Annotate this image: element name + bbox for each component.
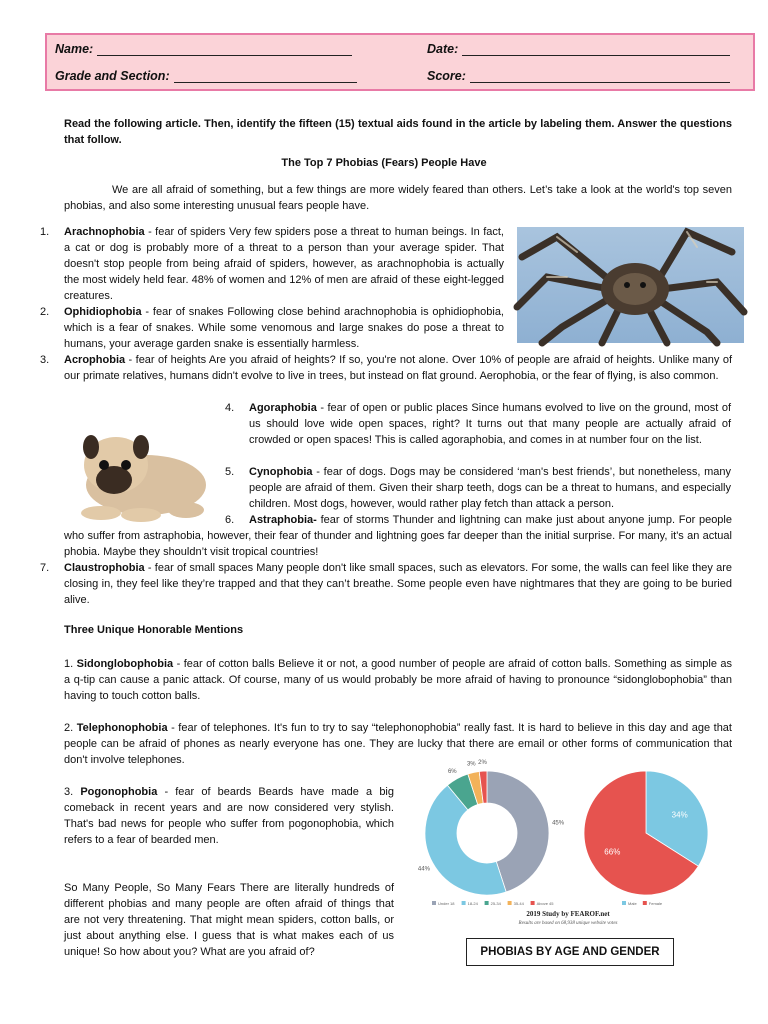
mention-1-term: Sidonglobophobia <box>76 658 174 670</box>
age-label-3: 3% <box>466 761 476 768</box>
phobia-4-number: 4. <box>225 402 235 414</box>
mention-1-text: - fear of cotton balls Believe it or not, a good number of people are afraid of cotton balls. Something as simple as a q-tip can cause a panic attack. Of course, many of us would probably be more afraid of having to pronounce “sidonglobophobia” than having to touch cotton balls. <box>64 658 733 702</box>
gender-legend-entry-0: Male <box>628 901 637 906</box>
phobia-2-text: - fear of snakes Following close behind arachnophobia is ophidiophobia, which is a fear of snakes. While some venomous and large snakes do pose a threat to humans, your average garden snake is essentially harmless. <box>64 306 504 350</box>
age-label-1: 44% <box>417 866 430 873</box>
age-label-4: 2% <box>478 760 487 767</box>
age-donut-chart <box>418 760 565 895</box>
mention-2-number: 2. <box>64 722 74 734</box>
age-legend-entry-3: 35-44 <box>513 901 524 906</box>
phobia-5-term: Cynophobia <box>249 466 313 478</box>
pug-image <box>46 405 216 529</box>
date-field[interactable]: Date: <box>427 42 730 56</box>
phobia-1-term: Arachnophobia <box>64 226 145 238</box>
name-field[interactable]: Name: <box>55 42 352 56</box>
age-legend-entry-0: Under 18 <box>438 901 455 906</box>
gender-pie-chart <box>584 771 708 895</box>
age-legend-swatch-0 <box>432 901 436 905</box>
phobia-7-term: Claustrophobia <box>64 562 145 574</box>
age-label-2: 6% <box>447 768 457 775</box>
phobia-3-term: Acrophobia <box>64 354 126 366</box>
mention-3-item <box>64 784 394 848</box>
article-title: The Top 7 Phobias (Fears) People Have <box>281 157 487 169</box>
mention-3-term: Pogonophobia <box>80 786 158 798</box>
closing-paragraph: So Many People, So Many Fears There are literally hundreds of different phobias and many people are often afraid of things that are not very threatening. That might mean spiders, cotton balls, or just about anything else. I guess that is what makes each of us unique! So how about you? What are you afraid of? <box>64 882 394 958</box>
gender-label-1: 66% <box>604 847 621 857</box>
phobia-2-item <box>64 304 504 352</box>
age-legend-swatch-4 <box>531 901 535 905</box>
age-legend-swatch-2 <box>485 901 489 905</box>
score-field[interactable]: Score: <box>427 69 730 83</box>
phobia-2-term: Ophidiophobia <box>64 306 142 318</box>
phobia-4-item <box>249 400 731 448</box>
phobia-6-item <box>64 512 732 560</box>
chart-source-sub: Results are based on 68,938 unique website votes <box>518 921 618 926</box>
phobia-3-item <box>64 352 732 384</box>
phobia-3-text: - fear of heights Are you afraid of heights? If so, you're not alone. Over 10% of people are afraid of heights. Unlike many of our primate relatives, humans didn't evolve to live in trees, but instead on flat ground. Aerophobia, or the fear of flying, is also common. <box>64 354 732 382</box>
grade-section-field[interactable]: Grade and Section: <box>55 69 357 83</box>
phobia-1-item <box>64 224 504 304</box>
gender-legend-entry-1: Female <box>648 901 663 906</box>
instructions: Read the following article. Then, identify the fifteen (15) textual aids found in the article by labeling them. Answer the questions that follow. <box>64 118 732 146</box>
age-legend-swatch-1 <box>462 901 466 905</box>
mention-3-text: - fear of beards Beards have made a big comeback in recent years and are now considered very stylish. That's bad news for people who suffer from pogonophobia, which refers to a fear of bearded men. <box>64 786 394 846</box>
charts-svg <box>412 760 724 930</box>
age-legend-entry-2: 25-34 <box>490 901 501 906</box>
chart-source: 2019 Study by FEAROF.net <box>526 910 610 918</box>
mention-3-number: 3. <box>64 786 74 798</box>
intro-paragraph: We are all afraid of something, but a few things are more widely feared than others. Let’s take a look at the world's top seven phobias, and also some interesting unusual fears people have. <box>64 184 732 212</box>
phobia-4-text: - fear of open or public places Since humans evolved to live on the ground, most of us should love wide open spaces, right? It turns out that many people are actually afraid of crowded or open spaces! This is called agoraphobia, and comes in at number four on the list. <box>249 402 731 446</box>
name-line[interactable] <box>97 43 352 56</box>
phobia-1-text: - fear of spiders Very few spiders pose a threat to human beings. In fact, a cat or dog is probably more of a threat to a person than your average spider. That doesn't stop people from being afraid of spiders, however, as arachnophobia is actually the most widely held fear. 48% of women and 12% of men are afraid of these eight-legged creatures. <box>64 226 504 302</box>
phobia-7-text: - fear of small spaces Many people don't like small spaces, such as elevators. For some, the walls can feel like they are closing in, they feel like they’re trapped and that they can’t breathe. Some people even have nightmares that they are going to be buried alive. <box>64 562 732 606</box>
date-line[interactable] <box>462 43 730 56</box>
age-legend-entry-1: 18-24 <box>467 901 478 906</box>
gender-legend-swatch-1 <box>643 901 647 905</box>
grade-section-line[interactable] <box>174 70 357 83</box>
phobia-5-text: - fear of dogs. Dogs may be considered ‘man's best friends’, but nonetheless, many people are afraid of them. Given their sharp teeth, dogs can be a threat to humans, and especially children. Most dogs, however, would rather play fetch than attack a person. <box>249 466 731 510</box>
phobia-7-number: 7. <box>40 562 50 574</box>
phobia-6-number: 6. <box>225 514 235 526</box>
mentions-heading: Three Unique Honorable Mentions <box>64 624 244 636</box>
mention-2-item <box>64 720 732 768</box>
spider-image <box>517 227 744 343</box>
phobia-6-term: Astraphobia- <box>249 514 317 526</box>
phobia-charts <box>412 760 724 930</box>
student-info-header <box>45 33 755 91</box>
mention-2-term: Telephonophobia <box>76 722 168 734</box>
age-legend <box>432 901 554 906</box>
chart-caption: PHOBIAS BY AGE AND GENDER <box>466 938 674 966</box>
age-legend-swatch-3 <box>508 901 512 905</box>
mention-1-number: 1. <box>64 658 74 670</box>
mention-1-item <box>64 656 732 704</box>
mention-2-text: - fear of telephones. It's fun to try to say “telephonophobia” really fast. It is hard to believe in this day and age that people can be afraid of phones as nearly everyone has one. They are lucky that there are email or other forms of communication that don't involve telephones. <box>64 722 732 766</box>
age-label-0: 45% <box>552 820 565 827</box>
phobia-1-number: 1. <box>40 226 50 238</box>
phobia-5-item <box>249 464 731 512</box>
score-line[interactable] <box>470 70 730 83</box>
phobia-7-item <box>64 560 732 608</box>
phobia-3-number: 3. <box>40 354 50 366</box>
gender-legend-swatch-0 <box>622 901 626 905</box>
gender-legend <box>622 901 663 906</box>
gender-label-0: 34% <box>671 810 688 820</box>
phobia-6-text: fear of storms Thunder and lightning can make just about anyone jump. For people who suffer from astraphobia, however, their fear of thunder and lightning goes far deeper than the initial surprise. For many, it's an actual phobia. Maybe they shouldn’t visit tropical countries! <box>64 514 732 558</box>
phobia-5-number: 5. <box>225 466 235 478</box>
phobia-4-term: Agoraphobia <box>249 402 317 414</box>
phobia-2-number: 2. <box>40 306 50 318</box>
age-legend-entry-4: Above 45 <box>536 901 554 906</box>
